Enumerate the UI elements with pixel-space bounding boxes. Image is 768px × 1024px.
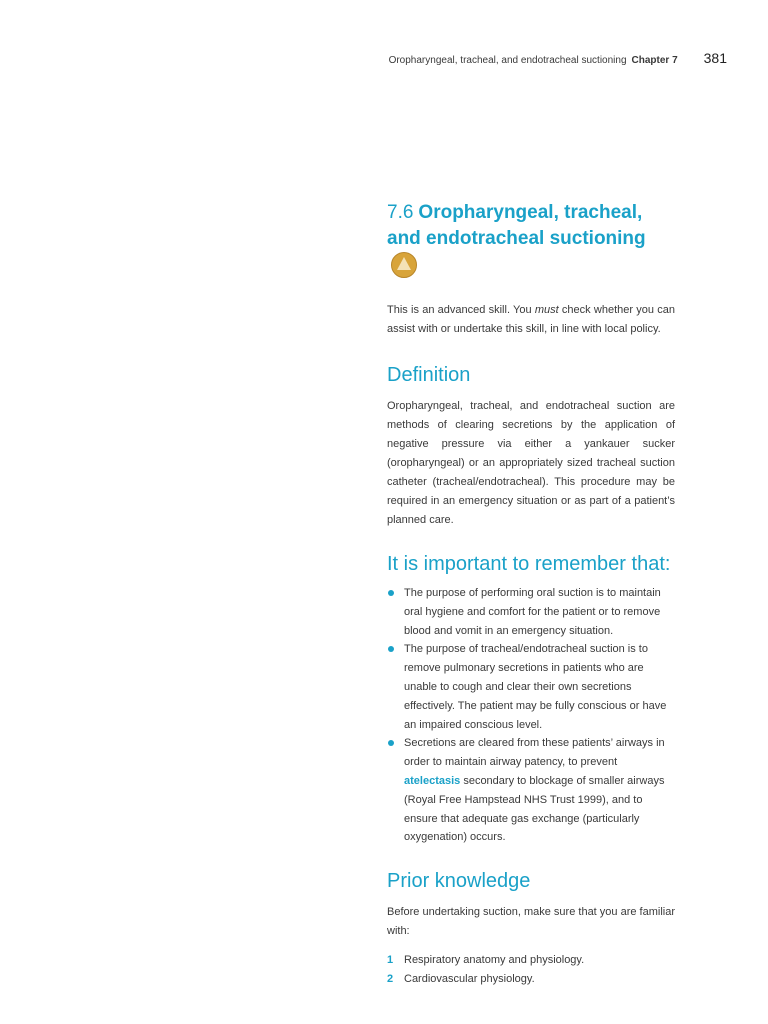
advanced-skill-warning-icon: [391, 252, 417, 278]
running-head-title: Oropharyngeal, tracheal, and endotracheal suctioning: [388, 55, 627, 66]
list-item: The purpose of performing oral suction is to maintain oral hygiene and comfort for the patient or to remove blood and vomit in an emergency situation.: [387, 584, 675, 640]
bullet-text-after: secondary to blockage of smaller airways (Royal Free Hampstead NHS Trust 1999), and to ensure that adequate gas exchange (particularly oxygenation) occurs.: [404, 774, 665, 844]
running-head: [384, 50, 727, 66]
section-title-text: Oropharyngeal, tracheal, and endotracheal suctioning: [387, 202, 646, 249]
list-item: [387, 970, 675, 989]
item-number: 1: [387, 954, 394, 967]
intro-text-before: This is an advanced skill. You: [387, 304, 535, 316]
main-column: [387, 200, 675, 989]
item-text: Cardiovascular physiology.: [404, 973, 535, 986]
prior-knowledge-intro: Before undertaking suction, make sure that you are familiar with:: [387, 906, 675, 938]
remember-list: [387, 584, 675, 847]
section-number: 7.6: [387, 202, 414, 223]
intro-text-after: check whether you can assist with or undertake this skill, in line with local policy.: [387, 304, 675, 335]
list-item: The purpose of tracheal/endotracheal suction is to remove pulmonary secretions in patients who are unable to cough and clear their own secretions effectively. The patient may be fully conscious or have an impaired conscious level.: [387, 640, 675, 734]
glossary-term-link[interactable]: atelectasis: [404, 774, 461, 787]
definition-heading: Definition: [387, 364, 471, 386]
item-text: Respiratory anatomy and physiology.: [404, 954, 585, 967]
bullet-text-before: Secretions are cleared from these patients’ airways in order to maintain airway patency, to prevent: [404, 737, 665, 769]
list-item: [387, 951, 675, 970]
definition-text: Oropharyngeal, tracheal, and endotracheal suction are methods of clearing secretions by the application of negative pressure via either a yankauer sucker (oropharyngeal) or an appropriately sized tracheal suction catheter (tracheal/endotracheal). This procedure may be required in an emergency situation or as part of a patient’s planned care.: [387, 400, 675, 526]
intro-emphasis: must: [534, 304, 559, 316]
remember-heading: It is important to remember that:: [387, 553, 671, 575]
prior-knowledge-heading: Prior knowledge: [387, 870, 531, 893]
list-item: [387, 734, 675, 847]
running-head-chapter: Chapter 7: [631, 55, 678, 66]
page-number: 381: [703, 50, 727, 66]
advanced-skill-note: [387, 301, 675, 339]
prior-knowledge-list: [387, 951, 675, 989]
item-number: 2: [387, 973, 394, 986]
section-title: [387, 200, 675, 281]
